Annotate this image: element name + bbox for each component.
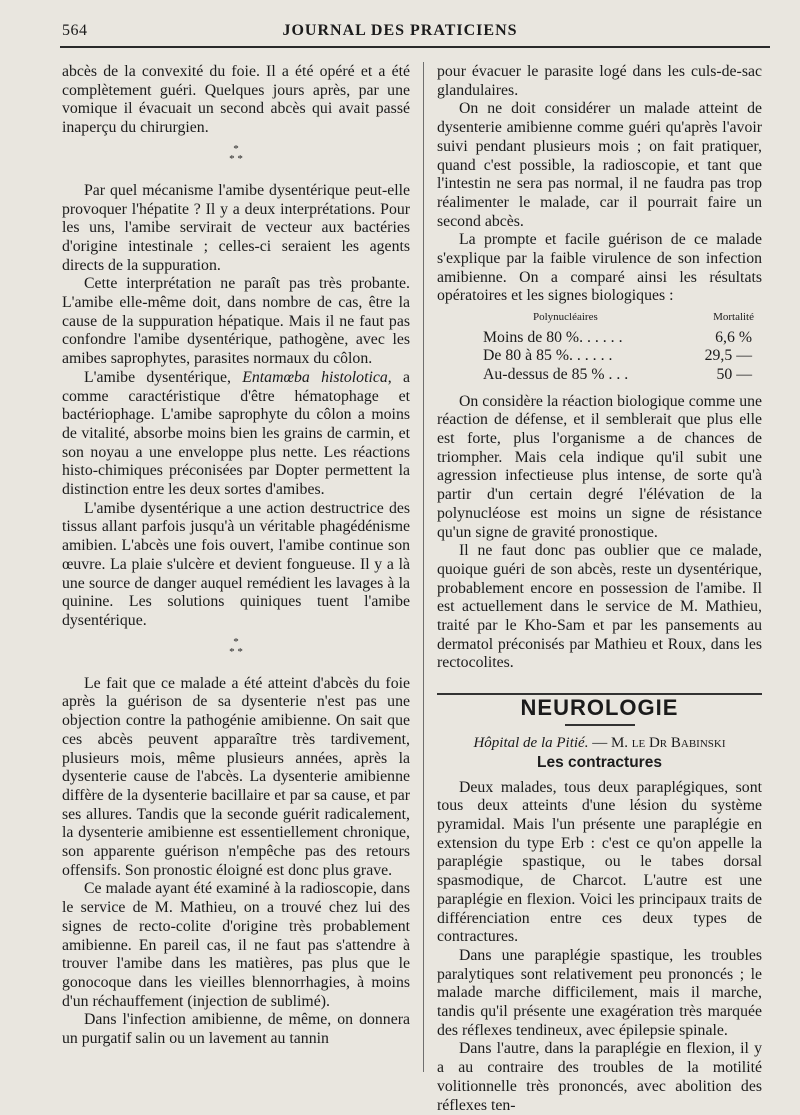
table-cell-value: 29,5 — [704, 347, 752, 365]
separator-line: * [233, 635, 239, 648]
paragraph: Dans une paraplégie spastique, les troubles paralytiques sont relativement peu prononcés ; le malade marche difficilement, mais il marche, tandis qu'il présente une exagération très marquée des réflexes tendineux, avec épilepsie spinale. [437, 946, 762, 1039]
header-rule [60, 46, 770, 48]
separator-line: * * [229, 152, 243, 165]
section-separator [62, 637, 410, 657]
paragraph: On considère la réaction biologique comme une réaction de défense, et il semblerait que plus elle est forte, plus l'organisme a de chances de triompher. Mais cela indique qu'il subit une agression infectieuse plus intense, de sorte qu'à partir d'un certain degré l'élévation de la polynucléose est moins un signe de résistance qu'un signe de gravité pronostique. [437, 392, 762, 541]
paragraph: Il ne faut donc pas oublier que ce malade, quoique guéri de son abcès, reste un dysentérique, probablement encore en possession de l'amibe. Il est actuellement dans le service de M. Mathieu, traité par le Kho-Sam et par les pansements au dermatol préconisés par Mathieu et Roux, dans les rectocolites. [437, 542, 762, 672]
paragraph: L'amibe dysentérique a une action destructrice des tissus allant parfois jusqu'à un véritable phagédénisme amibien. L'abcès une fois ouvert, l'amibe continue son œuvre. La plaie s'ulcère et devient fongueuse. Il y a là une source de danger auquel remédient les lavages à la quinine. Les solutions quiniques tuent l'amibe dysentérique. [62, 499, 410, 629]
article-subtitle: Les contractures [537, 753, 662, 771]
section-separator [62, 144, 410, 164]
page-header [0, 0, 800, 48]
paragraph: On ne doit considérer un malade atteint de dysenterie amibienne comme guéri qu'après l'avoir suivi pendant plusieurs mois ; on fait pratiquer, quand c'est possible, la radioscopie, et tant que l'intestin ne sera pas normal, il ne faudra pas trop réalimenter le malade, car il pourrait faire un second abcès. [437, 100, 762, 230]
table-cell-label: Moins de 80 %. . . . . . [483, 328, 623, 346]
paragraph: abcès de la convexité du foie. Il a été opéré et a été complètement guéri. Quelques jours après, par une vomique il évacuait un second abcès qui avait passé inaperçu du chirurgien. [62, 63, 410, 137]
paragraph: Deux malades, tous deux paraplégiques, sont tous deux atteints d'une lésion du système pyramidal. Mais l'un présente une paraplégie en extension du type Erb : c'est ce qu'on appelle la paraplégie spastique, ou le tabes dorsal spasmodique, de Charcot. L'autre est une paraplégie en flexion. Voici les principaux traits de différenciation entre ces deux types de contractures. [437, 778, 762, 946]
table-row [437, 366, 762, 385]
paragraph: Dans l'infection amibienne, de même, on donnera un purgatif salin ou un lavement au tannin [62, 1011, 410, 1048]
section-title: NEUROLOGIE [437, 693, 762, 718]
species-name: Entamœba histolotica [242, 368, 388, 386]
table-cell-label: Au-dessus de 85 % . . . [483, 366, 629, 384]
table-row [437, 347, 762, 366]
paragraph: Dans l'autre, dans la paraplégie en flexion, il y a au contraire des troubles de la motilité volitionnelle très prononcés, avec abolition des réflexes ten- [437, 1040, 762, 1114]
paragraph-text: L'amibe dysentérique, [84, 368, 243, 386]
mortality-table [437, 308, 762, 384]
table-cell-label: De 80 à 85 %. . . . . . [483, 347, 613, 365]
paragraph: Par quel mécanisme l'amibe dysentérique peut-elle provoquer l'hépatite ? Il y a deux interprétations. Pour les uns, l'amibe servirait de vecteur aux bactéries d'origine intestinale ; celles-ci seraient les agents directs de la suppuration. [62, 181, 410, 274]
paragraph: pour évacuer le parasite logé dans les culs-de-sac glandulaires. [437, 63, 762, 99]
left-column [62, 63, 410, 1049]
paragraph: Cette interprétation ne paraît pas très probante. L'amibe elle-même doit, dans nombre de cas, être la cause de la suppuration hépatique. Mais il ne faut pas confondre l'amibe dysentérique, pathogène, avec les amibes saprophytes, parasites normaux du côlon. [62, 275, 410, 368]
paragraph: Ce malade ayant été examiné à la radioscopie, dans le service de M. Mathieu, on a trouvé chez lui des signes de recto-colite d'origine très probablement amibienne. En pareil cas, il ne faut pas s'attendre à trouver l'amibe dans les matières, pas plus que le gonocoque dans les vieilles blennorrhagies, à moins d'un réchauffement (injection de sublimé). [62, 880, 410, 1010]
byline-place: Hôpital de la Pitié. [473, 734, 589, 751]
paragraph: La prompte et facile guérison de ce malade s'explique par la faible virulence de son infection amibienne. On a comparé ainsi les résultats opératoires et les signes biologiques : [437, 231, 762, 305]
paragraph [62, 369, 410, 500]
separator-line: * * [229, 645, 243, 658]
column-divider [423, 62, 424, 1072]
table-row [437, 329, 762, 348]
section-rule [565, 724, 635, 726]
article-byline [437, 734, 762, 752]
section-heading [437, 693, 762, 726]
table-cell-value: 50 — [716, 366, 752, 384]
page-number: 564 [62, 22, 88, 39]
table-header-polynucleaires: Polynucléaires [533, 311, 598, 324]
right-column [437, 63, 762, 1115]
journal-title: JOURNAL DES PRATICIENS [282, 22, 518, 39]
table-header-mortalite: Mortalité [713, 311, 754, 324]
separator-line: * [233, 142, 239, 155]
table-cell-value: 6,6 % [715, 328, 752, 346]
paragraph-text: , a comme caractéristique d'être hématophage et bactériophage. L'amibe saprophyte du côlon a moins de vitalité, absorbe moins bien les grains de carmin, et son noyau a une enveloppe plus nette. Les réactions histo-chimiques préconisées par Dopter permettent la distinction entre les deux sortes d'amibes. [62, 368, 410, 499]
paragraph: Le fait que ce malade a été atteint d'abcès du foie après la guérison de sa dysenterie n'est pas une objection contre la pathogénie amibienne. On sait que ces abcès peuvent apparaître très tardivement, plusieurs mois, même plusieurs années, après la dysenterie cause de l'abcès. La dysenterie amibienne diffère de la dysenterie bacillaire et par sa cause, et par ses allures. Tandis que la seconde guérit radicalement, la dysenterie amibienne est essentiellement chronique, son apparente guérison n'empêche pas des retours offensifs. Son pronostic éloigné est donc plus grave. [62, 674, 410, 879]
byline-author: — M. le Dr Babinski [592, 734, 726, 751]
